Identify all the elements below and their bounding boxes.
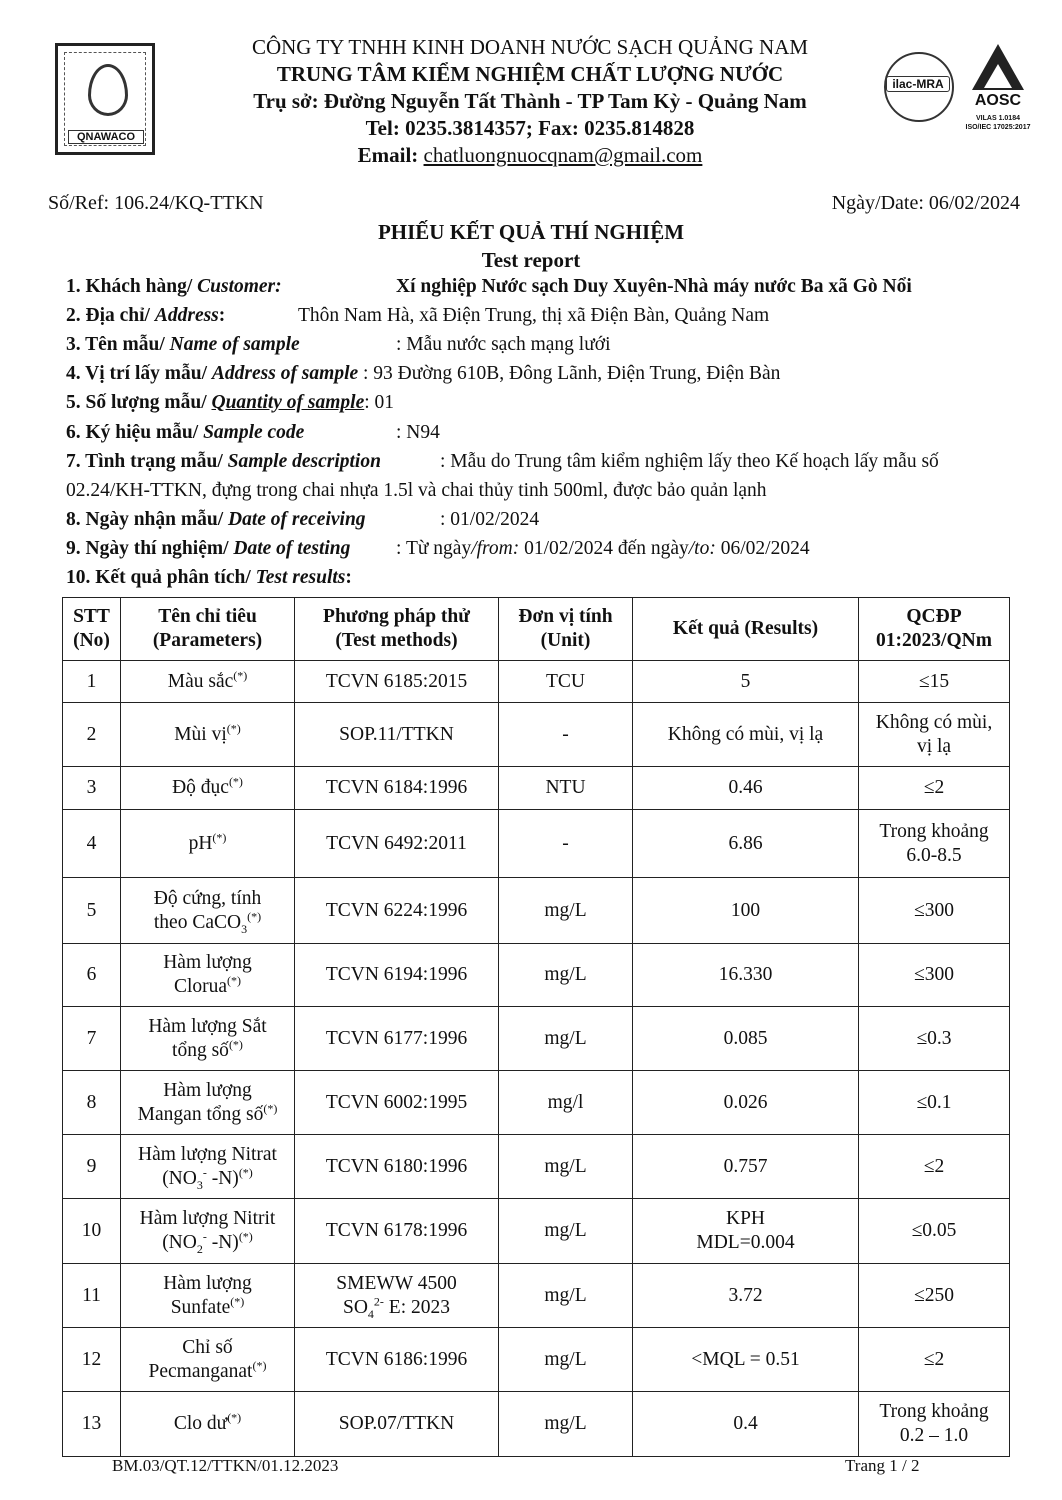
logo-brand-text: QNAWACO [68,130,144,144]
std-text: 6.0-8.5 [906,844,962,866]
cell-parameter [121,1264,295,1328]
table-row [63,1199,1010,1264]
cell-parameter [121,944,295,1007]
cell-no: 8 [63,1071,121,1135]
accredited-mark: (*) [227,1410,242,1425]
cell-method: TCVN 6224:1996 [295,878,499,944]
label: 1. Khách hàng/ [66,276,198,297]
header-text: (Test methods) [335,630,458,651]
cell-parameter [121,661,295,703]
center-name: TRUNG TÂM KIỂM NGHIỆM CHẤT LƯỢNG NƯỚC [276,62,784,86]
cell-method: SOP.07/TTKN [295,1392,499,1457]
param-text: Hàm lượng [163,952,252,973]
cell-unit: mg/L [499,1199,633,1264]
header-text: QCĐP [906,606,962,627]
cell-unit: mg/L [499,1135,633,1199]
cell-method: TCVN 6178:1996 [295,1199,499,1264]
cell-unit: - [499,703,633,767]
param-text: Pecmanganat [148,1360,253,1382]
subscript: 3 [241,921,248,936]
accredited-mark: (*) [227,973,242,988]
param-text: (NO [162,1232,197,1253]
ilac-mra-logo [880,48,954,128]
cell-parameter [121,878,295,944]
cell-parameter [121,1007,295,1071]
results-table [62,597,1010,1457]
label: 4. Vị trí lấy mẫu/ [66,363,212,384]
param-text: -N) [206,1232,239,1253]
cell-result: 6.86 [633,810,859,878]
colon: : [345,567,352,588]
cell-parameter [121,1328,295,1392]
cell-result: 0.026 [633,1071,859,1135]
ilac-mra-text: ilac-MRA [886,76,950,92]
accredited-mark: (*) [263,1101,278,1115]
cell-method: SOP.11/TTKN [295,703,499,767]
cell-parameter [121,1392,295,1457]
accredited-mark: (*) [212,830,227,844]
to-en: /to: [688,538,716,559]
param-text: Chỉ số [182,1336,233,1358]
info-quantity [66,392,394,414]
table-row [63,767,1010,810]
cell-standard: ≤250 [859,1264,1010,1328]
param-text-2 [125,1231,290,1255]
param-text-2 [125,911,290,935]
param-text: tổng số [172,1039,229,1061]
cell-result: <MQL = 0.51 [633,1328,859,1392]
cell-parameter [121,703,295,767]
info-sample-location [66,363,780,385]
cell-no: 9 [63,1135,121,1199]
cell-standard: ≤15 [859,661,1010,703]
param-text: Hàm lượng Nitrit [139,1208,276,1229]
header-text: (No) [73,630,110,651]
std-text: 0.2 – 1.0 [899,1425,969,1446]
accredited-mark: (*) [252,1358,267,1372]
header-text: Đơn vị tính [518,606,613,627]
method-text: SO [342,1296,368,1318]
cell-no: 4 [63,810,121,878]
aosc-logo [958,44,1038,144]
cell-no: 3 [63,767,121,810]
param-text-2 [125,1039,290,1063]
triangle-inner-icon [984,64,1012,88]
cell-standard: ≤300 [859,878,1010,944]
table-row [63,944,1010,1007]
address-value: Thôn Nam Hà, xã Điện Trung, thị xã Điện Bàn, Quảng Nam [298,305,770,326]
param-text-2 [125,975,290,999]
table-row [63,1328,1010,1392]
accredited-mark: (*) [228,1037,243,1051]
cell-no: 7 [63,1007,121,1071]
cell-method: TCVN 6186:1996 [295,1328,499,1392]
cell-standard: ≤2 [859,1135,1010,1199]
param-text: Hàm lượng [163,1272,252,1294]
superscript: - [202,1229,207,1244]
cell-unit: mg/L [499,1328,633,1392]
cell-unit: mg/L [499,944,633,1007]
table-row [63,1135,1010,1199]
aosc-accreditation [958,114,1038,132]
cell-result: Không có mùi, vị lạ [633,703,859,767]
subscript: 3 [196,1177,203,1192]
table-row [63,810,1010,878]
report-title [0,218,1062,274]
header-results [633,598,859,661]
accredited-mark: (*) [226,721,241,735]
cell-no: 2 [63,703,121,767]
cell-no: 1 [63,661,121,703]
qnawaco-logo [55,43,155,155]
date-receiving-value: : 01/02/2024 [440,509,540,530]
tel-fax: Tel: 0235.3814357; Fax: 0235.814828 [365,116,695,140]
header-no [63,598,121,661]
label-en: Date of receiving [228,509,366,530]
cell-method: TCVN 6180:1996 [295,1135,499,1199]
accredited-mark: (*) [238,1165,253,1179]
date-testing-value [396,538,810,560]
table-row [63,703,1010,767]
from-en: /from: [471,538,520,559]
cell-parameter [121,767,295,810]
label: 10. Kết quả phân tích/ [66,567,256,588]
header-text: Kết quả (Results) [672,618,819,639]
cell-result: 0.757 [633,1135,859,1199]
table-row [63,1071,1010,1135]
param-text: Mangan tổng số [137,1103,264,1125]
colon: : [218,305,226,326]
param-text: Hàm lượng [163,1079,252,1101]
cell-unit: - [499,810,633,878]
cell-standard: ≤0.05 [859,1199,1010,1264]
info-sample-code [66,422,440,444]
param-text: Sunfate [170,1296,231,1318]
cell-result: 0.4 [633,1392,859,1457]
accredited-mark: (*) [228,774,243,789]
cell-unit: mg/L [499,1264,633,1328]
cell-unit: mg/L [499,1392,633,1457]
report-date: Ngày/Date: 06/02/2024 [831,192,1020,214]
info-test-results [66,567,352,589]
label-en: Address [154,305,219,326]
header-text: 01:2023/QNm [876,630,992,651]
label-en: Sample code [203,422,305,443]
table-row [63,1264,1010,1328]
cell-standard: ≤300 [859,944,1010,1007]
method-text: SMEWW 4500 [336,1272,457,1294]
label-en: Customer: [197,276,282,297]
param-text: Hàm lượng Nitrat [138,1143,277,1165]
cell-method [295,1264,499,1328]
header-text: STT [73,606,110,627]
cell-method: TCVN 6184:1996 [295,767,499,810]
email-line [180,142,880,169]
form-code: BM.03/QT.12/TTKN/01.12.2023 [112,1456,339,1475]
label: 8. Ngày nhận mẫu/ [66,509,228,530]
param-text: -N) [206,1167,239,1189]
cell-standard [859,703,1010,767]
info-sample-name [66,334,611,356]
cell-result: 5 [633,661,859,703]
subscript: 2 [196,1241,203,1256]
result-text: KPH [725,1208,765,1229]
cell-no: 12 [63,1328,121,1392]
cell-standard: ≤2 [859,1328,1010,1392]
aosc-code: VILAS 1.0184 [976,115,1020,122]
cell-method: TCVN 6492:2011 [295,810,499,878]
label-en: Date of testing [233,538,351,559]
sample-name-value: : Mẫu nước sạch mạng lưới [396,334,611,355]
cell-parameter [121,1135,295,1199]
cell-no: 5 [63,878,121,944]
cell-result: 3.72 [633,1264,859,1328]
cell-unit: mg/L [499,1007,633,1071]
cell-parameter [121,810,295,878]
table-header-row [63,598,1010,661]
label: 9. Ngày thí nghiệm/ [66,538,234,559]
table-row [63,878,1010,944]
cell-unit: NTU [499,767,633,810]
header-text: (Parameters) [152,630,263,651]
table-row [63,1007,1010,1071]
label-en: Test results [255,567,346,588]
cell-standard: ≤2 [859,767,1010,810]
cell-no: 10 [63,1199,121,1264]
param-text: theo CaCO [153,911,242,933]
cell-method: TCVN 6194:1996 [295,944,499,1007]
header-parameters [121,598,295,661]
cell-parameter [121,1199,295,1264]
method-text: E: 2023 [383,1296,451,1318]
label-en: Address of sample [211,363,359,384]
label-en: Sample description [227,451,381,472]
page-number: Trang 1 / 2 [845,1456,920,1475]
cell-parameter [121,1071,295,1135]
cell-result: 16.330 [633,944,859,1007]
to-value: 06/02/2024 [715,538,810,559]
std-text: Trong khoảng [879,820,989,842]
cell-standard: ≤0.1 [859,1071,1010,1135]
accredited-mark: (*) [233,668,248,682]
cell-result: 0.085 [633,1007,859,1071]
accredited-mark: (*) [238,1229,253,1244]
superscript: - [202,1165,207,1179]
cell-result [633,1199,859,1264]
subscript: 4 [367,1306,374,1321]
param-text: Clorua [173,976,228,997]
param-text: pH [188,832,213,854]
info-sample-description-line2 [66,480,767,502]
email-label: Email: [357,143,424,167]
aosc-standard: ISO/IEC 17025:2017 [965,124,1031,131]
param-text: Hàm lượng Sắt [148,1015,267,1037]
quantity-value: : 01 [364,392,395,413]
label: 2. Địa chỉ/ [66,305,155,326]
std-text: Trong khoảng [879,1401,989,1422]
cell-unit: mg/l [499,1071,633,1135]
param-text: Mùi vị [174,723,227,745]
info-customer [66,276,912,298]
param-text: Độ cứng, tính [153,887,262,909]
param-text-2 [125,1360,290,1384]
label: 3. Tên mẫu/ [66,334,170,355]
title-vietnamese: PHIẾU KẾT QUẢ THÍ NGHIỆM [377,220,685,244]
reference-number: Số/Ref: 106.24/KQ-TTKN [48,192,264,214]
param-text: (NO [162,1167,197,1189]
method-text-2 [299,1296,494,1320]
cell-method: TCVN 6002:1995 [295,1071,499,1135]
param-text-2 [125,1296,290,1320]
email-link[interactable]: chatluongnuocqnam@gmail.com [423,143,703,167]
label-en: Quantity of sample [211,392,365,413]
header-text: (Unit) [540,630,591,651]
cell-method: TCVN 6185:2015 [295,661,499,703]
info-address [66,305,770,327]
cell-unit: mg/L [499,878,633,944]
cell-no: 11 [63,1264,121,1328]
sample-code-value: : N94 [396,422,440,443]
cell-method: TCVN 6177:1996 [295,1007,499,1071]
table-row [63,661,1010,703]
header-methods [295,598,499,661]
info-date-receiving [66,509,540,531]
header-text: Tên chỉ tiêu [158,606,257,627]
param-text: Màu sắc [167,670,234,692]
description-value: : Mẫu do Trung tâm kiểm nghiệm lấy theo Kế hoạch lấy mẫu số [440,451,939,472]
aosc-name: AOSC [974,92,1022,109]
accredited-mark: (*) [247,909,262,923]
label: 7. Tình trạng mẫu/ [66,451,228,472]
std-text: Không có mùi, [875,711,993,733]
header-text: Phương pháp thử [323,606,470,627]
cell-result: 100 [633,878,859,944]
company-name: CÔNG TY TNHH KINH DOANH NƯỚC SẠCH QUẢNG NAM [251,35,809,59]
cell-standard [859,1392,1010,1457]
sample-location-value: : 93 Đường 610B, Đông Lãnh, Điện Trung, Điện Bàn [363,363,781,384]
cell-standard [859,810,1010,878]
info-sample-description [66,451,939,473]
cell-unit: TCU [499,661,633,703]
param-text-2 [125,1103,290,1127]
cell-no: 13 [63,1392,121,1457]
office-address: Trụ sở: Đường Nguyễn Tất Thành - TP Tam Kỳ - Quảng Nam [253,89,807,113]
header-standard [859,598,1010,661]
label: 5. Số lượng mẫu/ [66,392,212,413]
cell-standard: ≤0.3 [859,1007,1010,1071]
title-english: Test report [481,248,581,272]
accredited-mark: (*) [230,1294,245,1308]
cell-result: 0.46 [633,767,859,810]
organization-header [180,34,880,169]
description-value-2: 02.24/KH-TTKN, đựng trong chai nhựa 1.5l và chai thủy tinh 500ml, được bảo quản lạnh [66,480,767,501]
customer-value: Xí nghiệp Nước sạch Duy Xuyên-Nhà máy nước Ba xã Gò Nổi [396,276,912,297]
from-value: 01/02/2024 đến ngày [519,538,689,559]
from-prefix: : Từ ngày [396,538,472,559]
std-text: vị lạ [916,735,952,757]
superscript: 2- [373,1294,384,1308]
info-date-testing [66,538,810,560]
cell-no: 6 [63,944,121,1007]
result-text: MDL=0.004 [696,1232,795,1253]
label-en: Name of sample [169,334,300,355]
param-text-2 [125,1167,290,1191]
param-text: Clo dư [173,1413,228,1434]
header-unit [499,598,633,661]
label: 6. Ký hiệu mẫu/ [66,422,204,443]
param-text: Độ đục [172,777,229,798]
table-row [63,1392,1010,1457]
